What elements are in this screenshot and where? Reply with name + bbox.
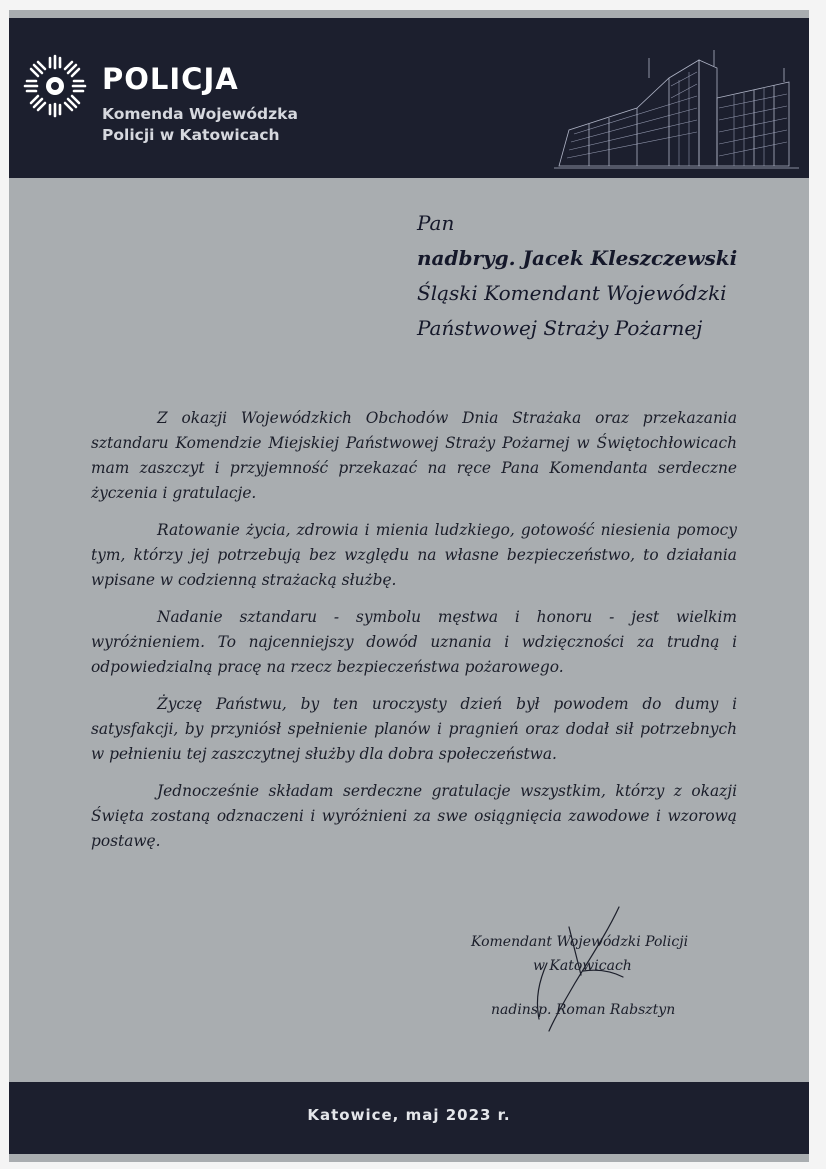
police-star-logo-icon (23, 54, 87, 118)
body-paragraph-3: Nadanie sztandaru - symbolu męstwa i honoru - jest wielkim wyróżnieniem. To najcenniejszy dowód uznania i wdzięczności za trudną i odpowiedzialną pracę na rzecz bezpieczeństwa pożarowego. (91, 608, 737, 676)
recipient-title-line-2: Państwowej Straży Pożarnej (417, 316, 703, 340)
letter-sheet (9, 10, 809, 1162)
footer-band (9, 1082, 809, 1154)
body-paragraph-1: Z okazji Wojewódzkich Obchodów Dnia Strażaka oraz przekazania sztandaru Komendzie Miejskiej Państwowej Straży Pożarnej w Świętochłowicach mam zaszczyt i przyjemność przekazać na ręce Pana Komendanta serdeczne życzenia i gratulacje. (91, 409, 737, 502)
recipient-title-line-1: Śląski Komendant Wojewódzki (417, 281, 727, 305)
body-paragraph-4: Życzę Państwu, by ten uroczysty dzień był powodem do dumy i satysfakcji, by przyniósł spełnienie planów i pragnień oraz dodał sił potrzebnych w pełnieniu tej zaszczytnej służby dla dobra społeczeństwa. (91, 695, 737, 763)
recipient-name: nadbryg. Jacek Kleszczewski (417, 246, 738, 270)
letter-body (91, 406, 737, 866)
headquarters-building-illustration (549, 38, 804, 174)
signer-name: nadinsp. Roman Rabsztyn (491, 1002, 676, 1018)
unit-name (102, 104, 298, 146)
brand-name: POLICJA (102, 62, 239, 96)
letterhead (9, 18, 809, 178)
body-paragraph-2: Ratowanie życia, zdrowia i mienia ludzkiego, gotowość niesienia pomocy tym, którzy jej potrzebują bez względu na własne bezpieczeństwo, to działania wpisane w codzienną strażacką służbę. (91, 521, 737, 589)
signer-role-line-2: w Katowicach (533, 958, 632, 974)
unit-line-2: Policji w Katowicach (102, 126, 280, 144)
unit-line-1: Komenda Wojewódzka (102, 105, 298, 123)
salutation: Pan (417, 211, 455, 235)
signer-role-line-1: Komendant Wojewódzki Policji (471, 934, 689, 950)
body-paragraph-5: Jednocześnie składam serdeczne gratulacje wszystkim, którzy z okazji Święta zostaną odznaczeni i wyróżnieni za swe osiągnięcia zawodowe i wzorową postawę. (91, 782, 737, 850)
place-date: Katowice, maj 2023 r. (307, 1106, 511, 1124)
recipient-address (417, 206, 737, 346)
